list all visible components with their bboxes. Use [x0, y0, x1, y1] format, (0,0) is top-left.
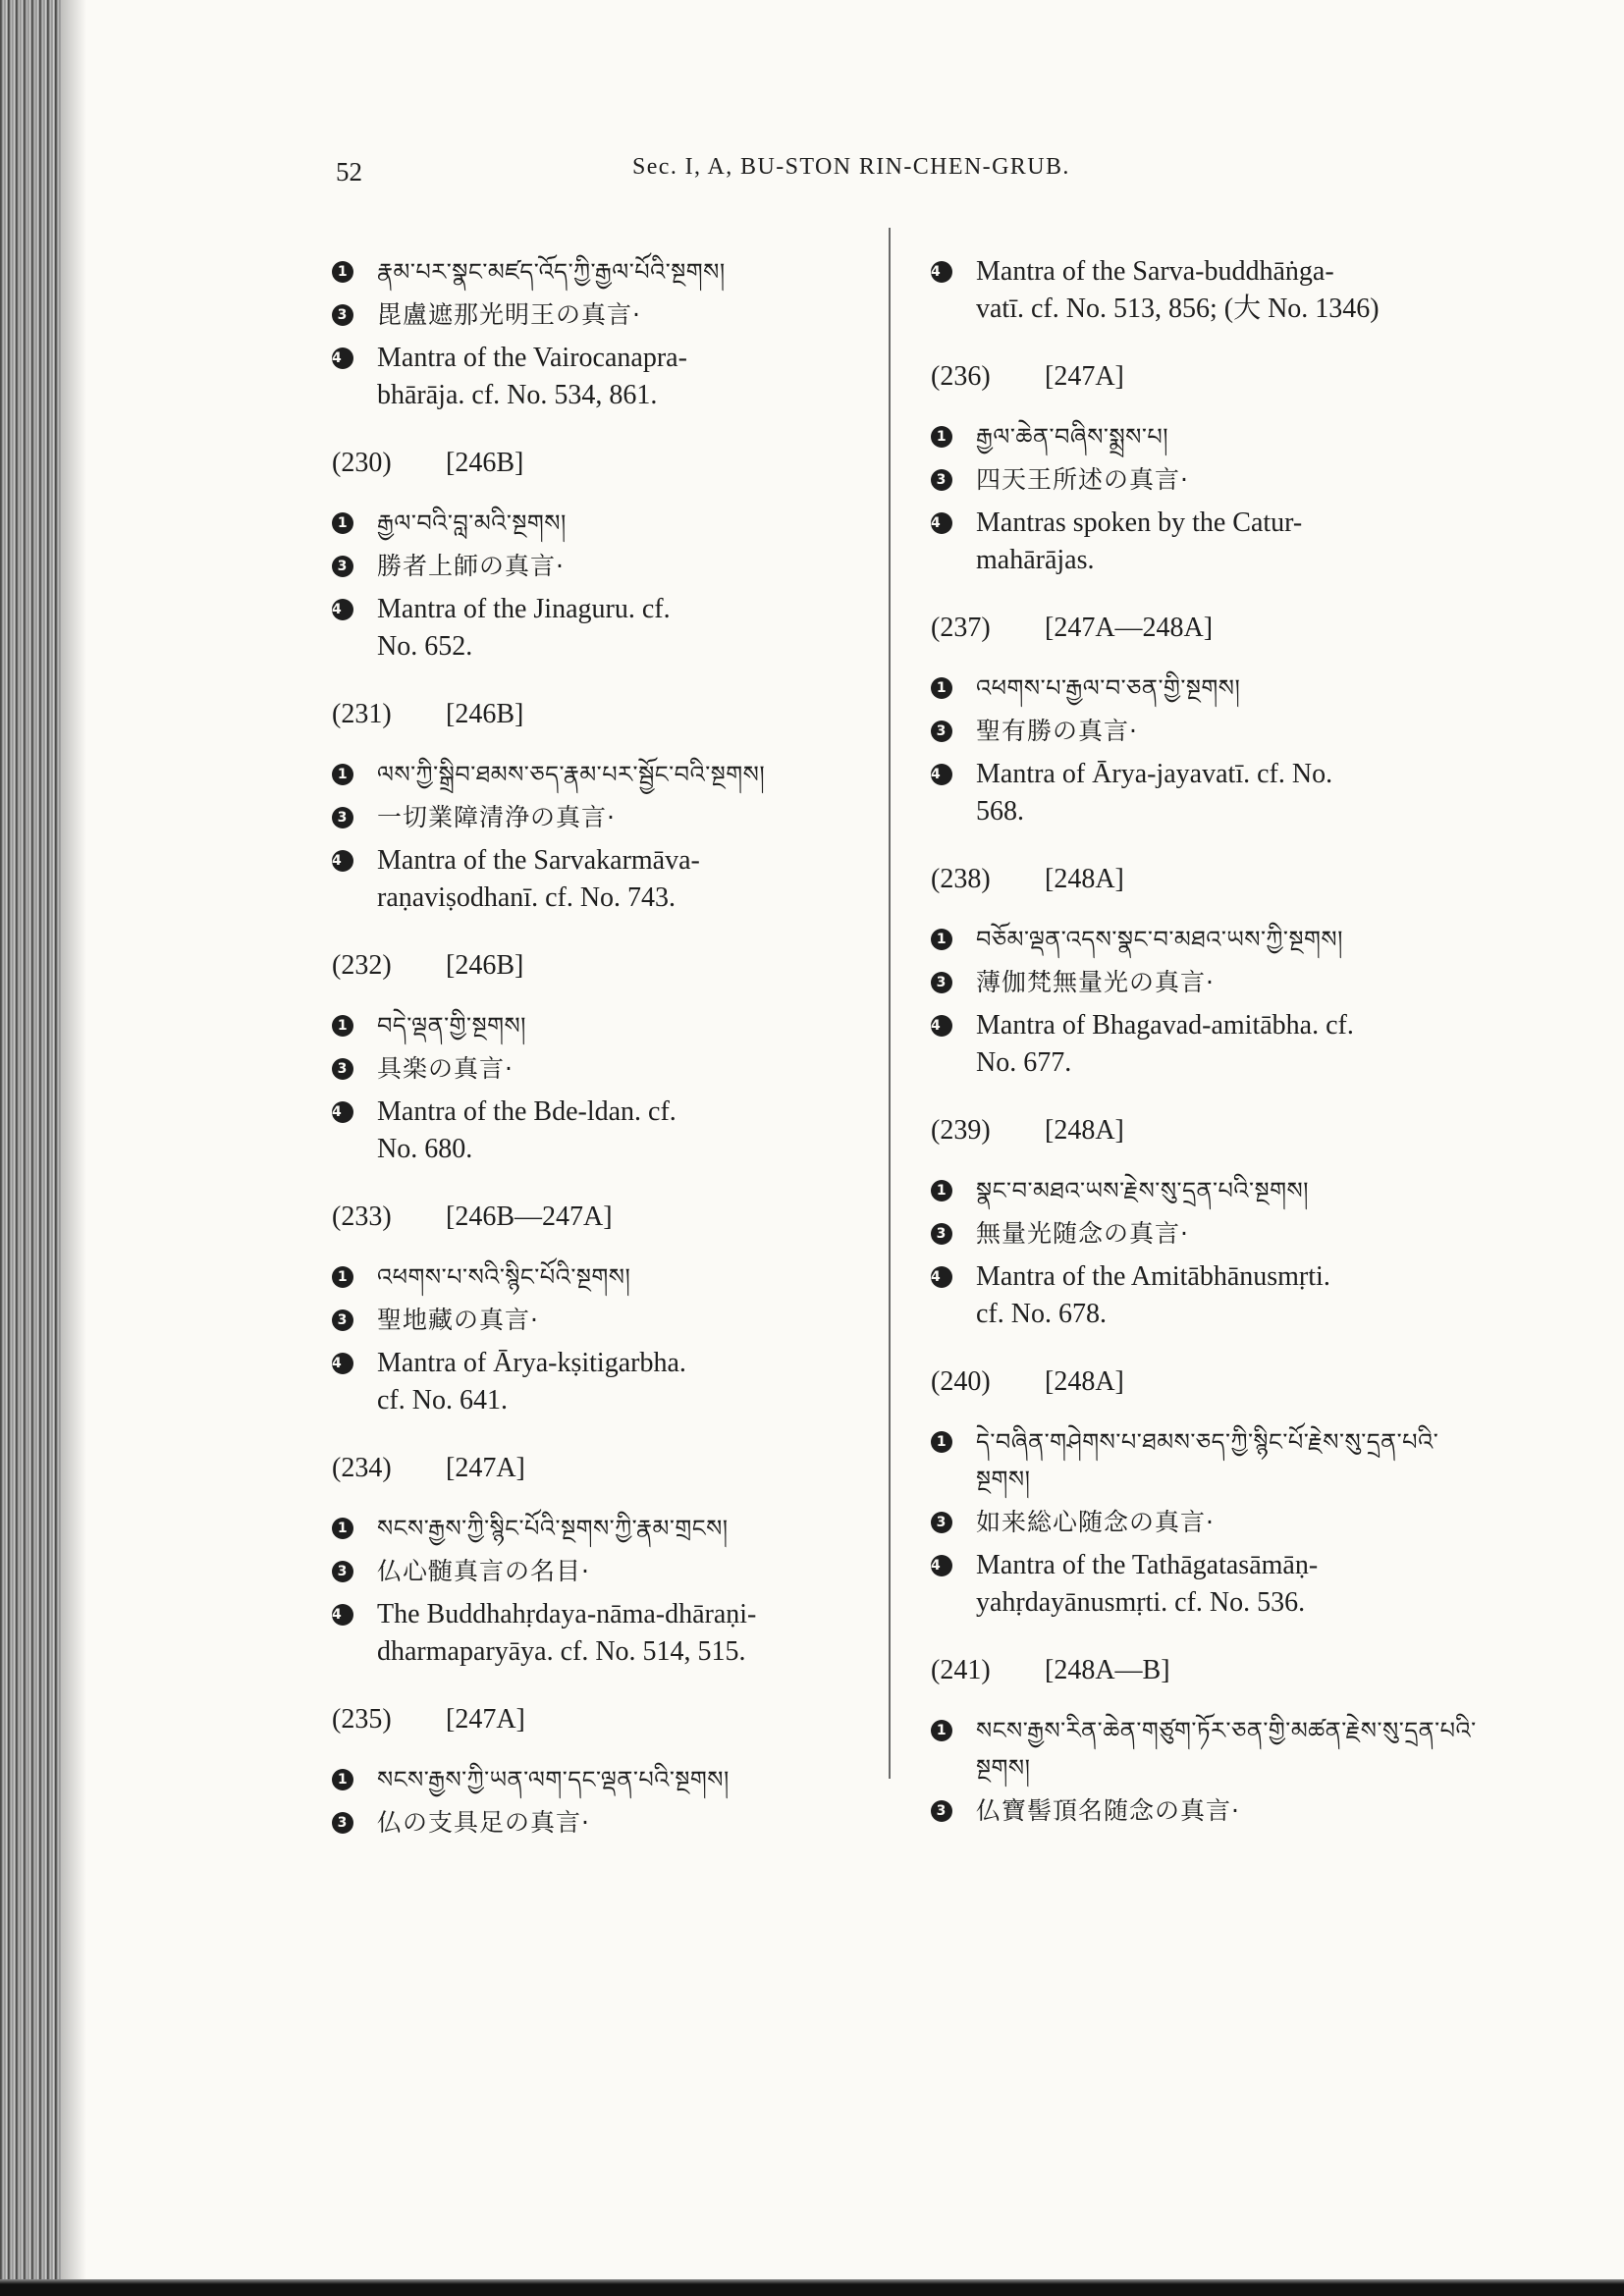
circled-marker-icon: 4	[332, 1353, 353, 1374]
entry-header	[931, 361, 1481, 393]
circled-marker-icon: 4	[931, 1015, 952, 1037]
circled-marker-icon: 4	[931, 1555, 952, 1576]
circled-marker-icon: 1	[332, 764, 353, 785]
japanese-title: 3 毘盧遮那光明王の真言·	[332, 296, 882, 334]
catalog-entry	[332, 699, 882, 917]
circled-marker-icon: 1	[332, 512, 353, 534]
circled-marker-icon: 3	[931, 469, 952, 491]
left-column	[332, 253, 882, 1875]
folio-reference: [246B]	[446, 699, 524, 729]
folio-reference: [247A]	[446, 1704, 525, 1735]
circled-marker-icon: 4	[931, 261, 952, 283]
entry-header	[332, 1201, 882, 1233]
folio-reference: [246B]	[446, 448, 524, 478]
tibetan-title: 1 ལས་ཀྱི་སྒྲིབ་ཐམས་ཅད་རྣམ་པར་སྦྱོང་བའི་སྔགས།	[332, 756, 882, 793]
entry-number: (238)	[931, 864, 991, 894]
circled-marker-icon: 4	[931, 512, 952, 534]
english-title: 4 The Buddhahṛdaya-nāma-dhāraṇi- dharmaparyāya. cf. No. 514, 515.	[332, 1599, 757, 1667]
english-title: 4 Mantra of the Sarvakarmāva- raṇaviṣodhanī. cf. No. 743.	[332, 845, 700, 913]
folio-reference: [247A]	[1045, 361, 1124, 392]
circled-marker-icon: 1	[332, 1266, 353, 1288]
entry-header	[931, 1655, 1481, 1686]
circled-marker-icon: 1	[931, 677, 952, 699]
running-head: Sec. I, A, BU-STON RIN-CHEN-GRUB.	[632, 154, 1070, 180]
catalog-entry	[931, 864, 1481, 1082]
japanese-title: 3 一切業障清浄の真言·	[332, 799, 882, 836]
circled-marker-icon: 3	[931, 1800, 952, 1822]
circled-marker-icon: 1	[931, 1720, 952, 1741]
entry-number: (236)	[931, 361, 991, 392]
catalog-entry	[332, 253, 882, 414]
catalog-entry	[332, 1453, 882, 1671]
circled-marker-icon: 4	[332, 1604, 353, 1626]
circled-marker-icon: 3	[332, 807, 353, 828]
tibetan-title: 1 བདེ་ལྡན་གྱི་སྔགས།	[332, 1007, 882, 1044]
japanese-title: 3 聖地藏の真言·	[332, 1302, 882, 1339]
entry-header	[332, 950, 882, 982]
circled-marker-icon: 1	[332, 1518, 353, 1539]
english-title: 4 Mantra of the Jinaguru. cf. No. 652.	[332, 594, 671, 662]
tibetan-title: 1 རྒྱལ་བའི་བླ་མའི་སྔགས།	[332, 505, 882, 542]
tibetan-title: 1 རྒྱལ་ཆེན་བཞིས་སྨྲས་པ།	[931, 418, 1481, 455]
right-column	[931, 253, 1481, 1863]
circled-marker-icon: 3	[332, 556, 353, 577]
circled-marker-icon: 1	[332, 1015, 353, 1037]
entry-header	[332, 1704, 882, 1735]
english-title: 4 Mantra of Ārya-kṣitigarbha. cf. No. 641.	[332, 1348, 686, 1415]
catalog-entry	[332, 1704, 882, 1842]
circled-marker-icon: 3	[332, 1812, 353, 1834]
folio-reference: [248A]	[1045, 1366, 1124, 1397]
circled-marker-icon: 3	[332, 1561, 353, 1582]
tibetan-title: 1 སངས་རྒྱས་ཀྱི་སྙིང་པོའི་སྔགས་ཀྱི་རྣམ་གྲངས།	[332, 1510, 882, 1547]
tibetan-title: 1 སངས་རྒྱས་རིན་ཆེན་གཙུག་ཏོར་ཅན་གྱི་མཚན་རྗེས་སུ་དྲན་པའི་སྔགས།	[931, 1712, 1481, 1787]
circled-marker-icon: 3	[931, 721, 952, 742]
japanese-title: 3 薄伽梵無量光の真言·	[931, 964, 1481, 1001]
page-number: 52	[336, 157, 362, 187]
catalog-entry	[931, 1366, 1481, 1622]
circled-marker-icon: 1	[931, 929, 952, 950]
circled-marker-icon: 3	[332, 1309, 353, 1331]
circled-marker-icon: 4	[332, 347, 353, 369]
english-title: 4 Mantra of the Vairocanapra- bhārāja. cf. No. 534, 861.	[332, 343, 687, 410]
entry-number: (241)	[931, 1655, 991, 1685]
circled-marker-icon: 1	[931, 426, 952, 448]
japanese-title: 3 具楽の真言·	[332, 1050, 882, 1088]
entry-header	[931, 613, 1481, 644]
catalog-entry	[931, 253, 1481, 328]
english-title: 4 Mantra of Bhagavad-amitābha. cf. No. 677.	[931, 1010, 1354, 1078]
tibetan-title: 1 སངས་རྒྱས་ཀྱི་ཡན་ལག་དང་ལྡན་པའི་སྔགས།	[332, 1761, 882, 1798]
english-title: 4 Mantra of Ārya-jayavatī. cf. No. 568.	[931, 759, 1333, 827]
tibetan-title: 1 འཕགས་པ་རྒྱལ་བ་ཅན་གྱི་སྔགས།	[931, 669, 1481, 707]
circled-marker-icon: 4	[931, 1266, 952, 1288]
entry-number: (237)	[931, 613, 991, 643]
tibetan-title: 1 དེ་བཞིན་གཤེགས་པ་ཐམས་ཅད་ཀྱི་སྙིང་པོ་རྗེས་སུ་དྲན་པའི་སྔགས།	[931, 1423, 1481, 1498]
book-binding-shadow	[0, 0, 61, 2296]
entry-number: (234)	[332, 1453, 392, 1483]
circled-marker-icon: 1	[332, 261, 353, 283]
japanese-title: 3 仏心髄真言の名目·	[332, 1553, 882, 1590]
catalog-entry	[332, 950, 882, 1168]
column-divider	[889, 228, 891, 1779]
folio-reference: [248A—B]	[1045, 1655, 1170, 1685]
english-title: 4 Mantras spoken by the Catur- mahārājas.	[931, 507, 1303, 575]
circled-marker-icon: 4	[332, 599, 353, 620]
entry-header	[931, 1366, 1481, 1398]
page-bottom-edge	[0, 2279, 1624, 2296]
entry-header	[332, 1453, 882, 1484]
circled-marker-icon: 3	[931, 972, 952, 993]
tibetan-title: 1 འཕགས་པ་སའི་སྙིང་པོའི་སྔགས།	[332, 1258, 882, 1296]
catalog-entry	[332, 1201, 882, 1419]
circled-marker-icon: 3	[332, 304, 353, 326]
japanese-title: 3 如来総心随念の真言·	[931, 1504, 1481, 1541]
circled-marker-icon: 3	[931, 1512, 952, 1533]
folio-reference: [248A]	[1045, 1115, 1124, 1146]
entry-header	[332, 699, 882, 730]
catalog-entry	[931, 1115, 1481, 1333]
japanese-title: 3 仏寶髻頂名随念の真言·	[931, 1792, 1481, 1830]
tibetan-title: 1 སྣང་བ་མཐའ་ཡས་རྗེས་སུ་དྲན་པའི་སྔགས།	[931, 1172, 1481, 1209]
circled-marker-icon: 3	[332, 1058, 353, 1080]
catalog-entry	[332, 448, 882, 666]
entry-header	[931, 864, 1481, 895]
entry-number: (233)	[332, 1201, 392, 1232]
catalog-entry	[931, 361, 1481, 579]
entry-number: (232)	[332, 950, 392, 981]
english-title: 4 Mantra of the Amitābhānusmṛti. cf. No. 678.	[931, 1261, 1330, 1329]
english-title: 4 Mantra of the Bde-ldan. cf. No. 680.	[332, 1096, 677, 1164]
catalog-entry	[931, 1655, 1481, 1830]
catalog-entry	[931, 613, 1481, 830]
entry-header	[332, 448, 882, 479]
english-title: 4 Mantra of the Sarva-buddhāṅga- vatī. cf. No. 513, 856; (大 No. 1346)	[931, 256, 1380, 324]
circled-marker-icon: 1	[931, 1180, 952, 1201]
japanese-title: 3 無量光随念の真言·	[931, 1215, 1481, 1253]
circled-marker-icon: 4	[931, 764, 952, 785]
folio-reference: [248A]	[1045, 864, 1124, 894]
gutter-shadow	[61, 0, 86, 2296]
circled-marker-icon: 1	[931, 1431, 952, 1453]
circled-marker-icon: 3	[931, 1223, 952, 1245]
circled-marker-icon: 4	[332, 1101, 353, 1123]
folio-reference: [246B]	[446, 950, 524, 981]
japanese-title: 3 勝者上師の真言·	[332, 548, 882, 585]
entry-number: (230)	[332, 448, 392, 478]
folio-reference: [246B—247A]	[446, 1201, 613, 1232]
folio-reference: [247A—248A]	[1045, 613, 1214, 643]
entry-number: (231)	[332, 699, 392, 729]
circled-marker-icon: 4	[332, 850, 353, 872]
japanese-title: 3 聖有勝の真言·	[931, 713, 1481, 750]
entry-number: (239)	[931, 1115, 991, 1146]
circled-marker-icon: 1	[332, 1769, 353, 1790]
tibetan-title: 1 བཅོམ་ལྡན་འདས་སྣང་བ་མཐའ་ཡས་ཀྱི་སྔགས།	[931, 921, 1481, 958]
entry-number: (235)	[332, 1704, 392, 1735]
entry-header	[931, 1115, 1481, 1147]
folio-reference: [247A]	[446, 1453, 525, 1483]
entry-number: (240)	[931, 1366, 991, 1397]
japanese-title: 3 四天王所述の真言·	[931, 461, 1481, 499]
english-title: 4 Mantra of the Tathāgatasāmāṇ- yahṛdayānusmṛti. cf. No. 536.	[931, 1550, 1319, 1618]
japanese-title: 3 仏の支具足の真言·	[332, 1804, 882, 1842]
tibetan-title: 1 རྣམ་པར་སྣང་མཛད་འོད་ཀྱི་རྒྱལ་པོའི་སྔགས།	[332, 253, 882, 291]
